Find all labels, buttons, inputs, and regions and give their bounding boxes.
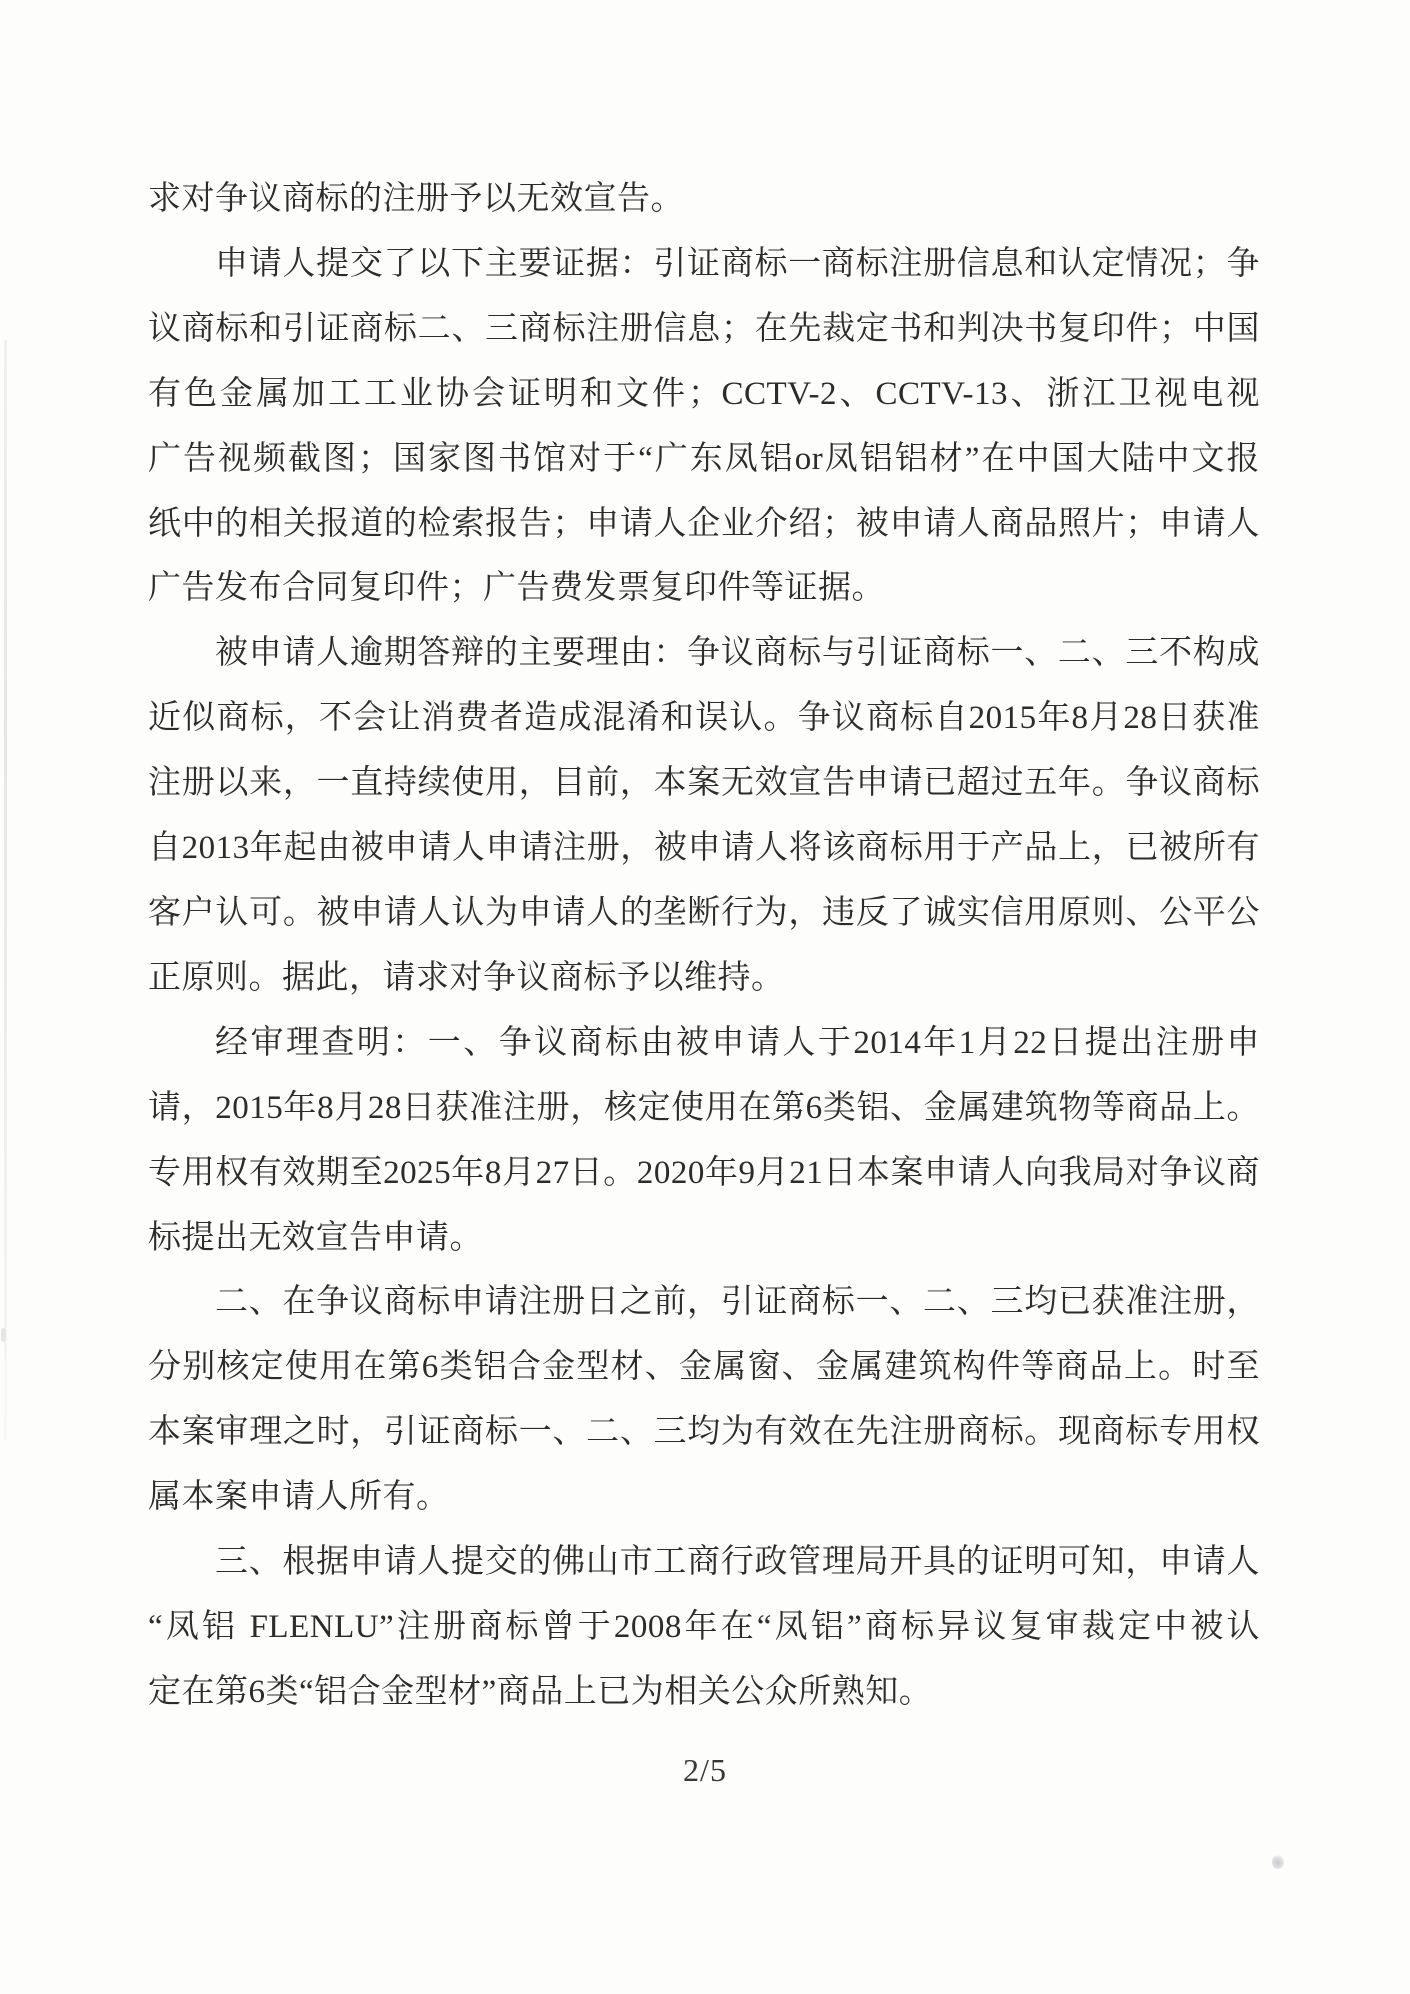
page-number: 2/5 <box>683 1752 727 1788</box>
text-line: 三、根据申请人提交的佛山市工商行政管理局开具的证明可知，申请人 <box>215 1544 1260 1581</box>
scan-speck-artifact <box>1272 1855 1284 1869</box>
text-line: 客户认可。被申请人认为申请人的垄断行为，违反了诚实信用原则、公平公 <box>148 894 1260 931</box>
text-line: 有色金属加工工业协会证明和文件；CCTV-2、CCTV-13、浙江卫视电视 <box>148 375 1260 412</box>
text-line: 专用权有效期至2025年8月27日。2020年9月21日本案申请人向我局对争议商 <box>148 1154 1260 1191</box>
text-line: 广告视频截图；国家图书馆对于“广东凤铝or凤铝铝材”在中国大陆中文报 <box>148 440 1260 477</box>
text-line: 本案审理之时，引证商标一、二、三均为有效在先注册商标。现商标专用权 <box>148 1414 1260 1451</box>
text-line: 申请人提交了以下主要证据：引证商标一商标注册信息和认定情况；争 <box>215 245 1260 282</box>
text-line: 求对争议商标的注册予以无效宣告。 <box>148 181 684 217</box>
text-line: 自2013年起由被申请人申请注册，被申请人将该商标用于产品上，已被所有 <box>148 830 1260 867</box>
text-line: 议商标和引证商标二、三商标注册信息；在先裁定书和判决书复印件；中国 <box>148 310 1260 347</box>
text-line: 分别核定使用在第6类铝合金型材、金属窗、金属建筑构件等商品上。时至 <box>148 1349 1260 1386</box>
text-line: 广告发布合同复印件；广告费发票复印件等证据。 <box>148 570 885 607</box>
text-line: 注册以来，一直持续使用，目前，本案无效宣告申请已超过五年。争议商标 <box>148 765 1260 802</box>
text-line: 二、在争议商标申请注册日之前，引证商标一、二、三均已获准注册， <box>215 1284 1260 1321</box>
text-line: 请，2015年8月28日获准注册，核定使用在第6类铝、金属建筑物等商品上。 <box>148 1089 1260 1126</box>
text-line: “凤铝 FLENLU”注册商标曾于2008年在“凤铝”商标异议复审裁定中被认 <box>148 1608 1260 1645</box>
text-line: 被申请人逾期答辩的主要理由：争议商标与引证商标一、二、三不构成 <box>215 635 1260 672</box>
text-line: 经审理查明：一、争议商标由被申请人于2014年1月22日提出注册申 <box>215 1024 1261 1061</box>
scan-edge-mark <box>1 1328 6 1342</box>
text-line: 属本案申请人所有。 <box>148 1479 450 1516</box>
text-line: 定在第6类“铝合金型材”商品上已为相关公众所熟知。 <box>148 1673 933 1710</box>
text-line: 正原则。据此，请求对争议商标予以维持。 <box>148 959 785 996</box>
document-body-text <box>148 167 1260 1725</box>
text-line: 近似商标，不会让消费者造成混淆和误认。争议商标自2015年8月28日获准 <box>148 700 1260 737</box>
text-line: 纸中的相关报道的检索报告；申请人企业介绍；被申请人商品照片；申请人 <box>148 505 1260 542</box>
scan-edge-artifact <box>4 340 7 1440</box>
text-line: 标提出无效宣告申请。 <box>148 1219 483 1256</box>
